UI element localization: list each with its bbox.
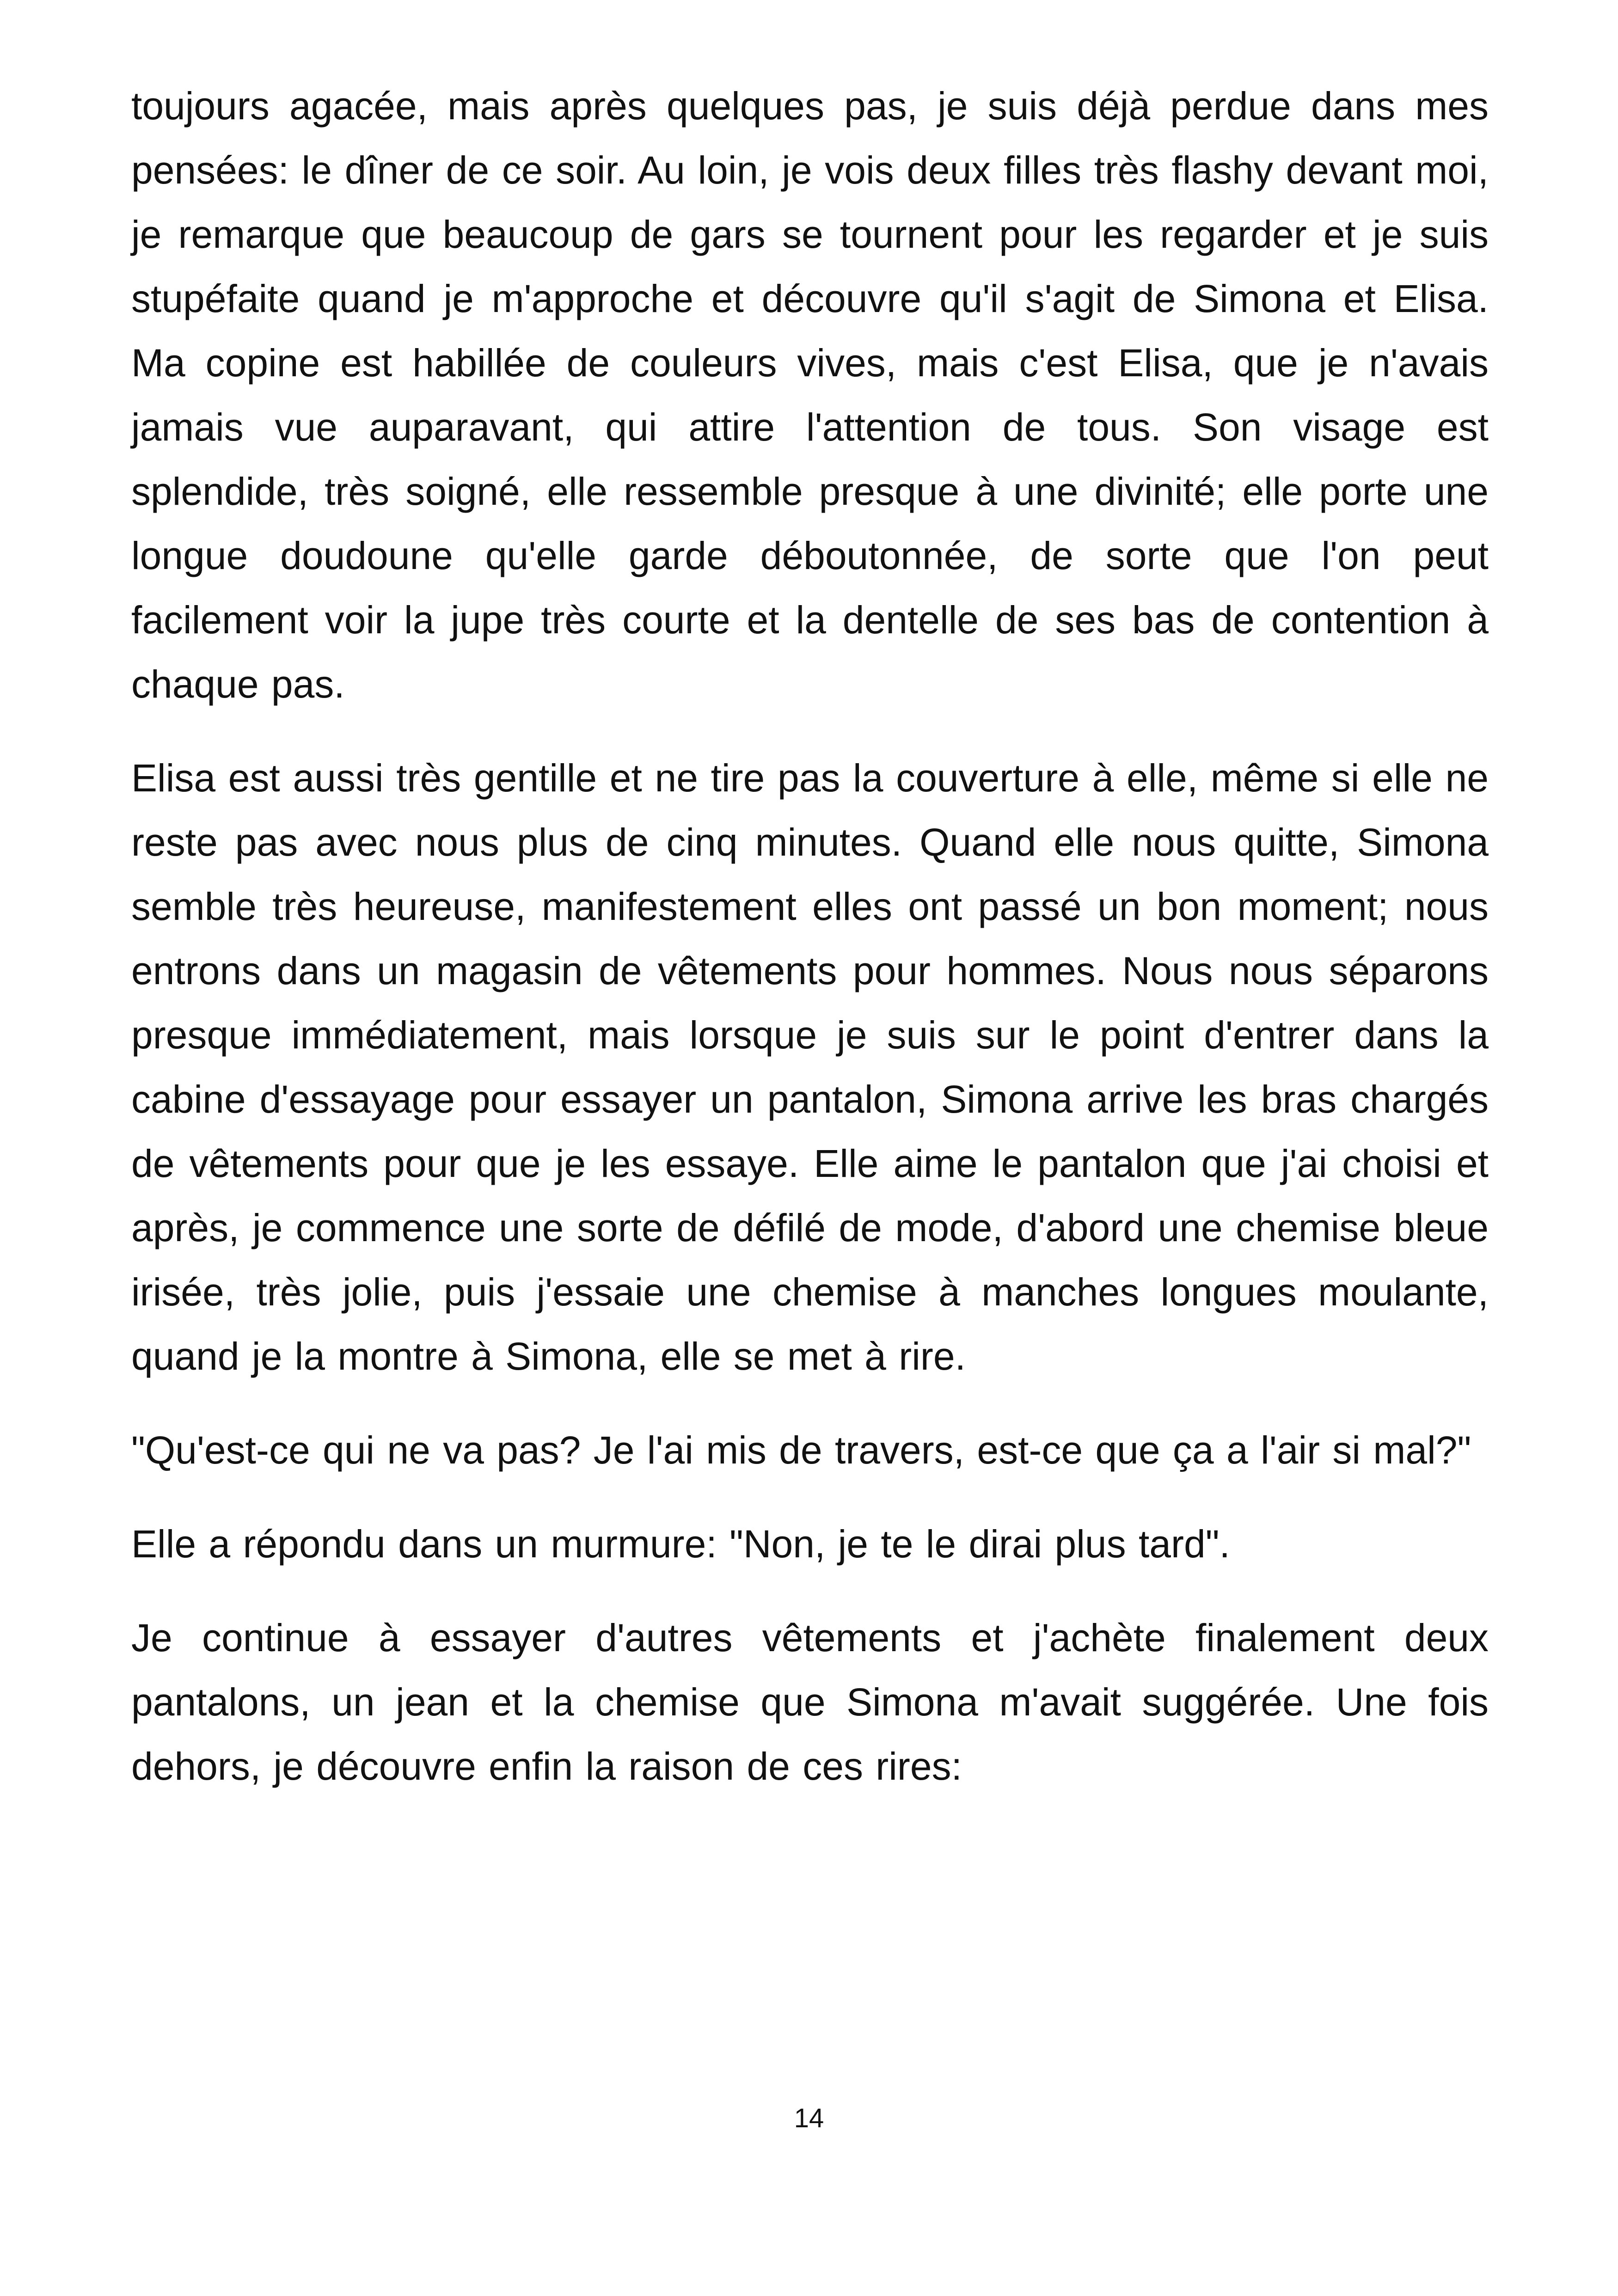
paragraph-3: "Qu'est-ce qui ne va pas? Je l'ai mis de travers, est-ce que ça a l'air si mal?" [131, 1428, 1471, 1472]
paragraph-2: Elisa est aussi très gentille et ne tire pas la couverture à elle, même si elle ne reste pas avec nous plus de cinq minutes. Quand elle nous quitte, Simona semble très heureuse, manifestement elles ont passé un bon moment; nous entrons dans un magasin de vêtements pour hommes. Nous nous séparons presque immédiatement, mais lorsque je suis sur le point d'entrer dans la cabine d'essayage pour essayer un pantalon, Simona arrive les bras chargés de vêtements pour que je les essaye. Elle aime le pantalon que j'ai choisi et après, je commence une sorte de défilé de mode, d'abord une chemise bleue irisée, très jolie, puis j'essaie une chemise à manches longues moulante, quand je la montre à Simona, elle se met à rire. [131, 756, 1489, 1378]
paragraph-5: Je continue à essayer d'autres vêtements et j'achète finalement deux pantalons, un jean et la chemise que Simona m'avait suggérée. Une fois dehors, je découvre enfin la raison de ces rires: [131, 1616, 1489, 1788]
body-text [131, 74, 1489, 1828]
page-number: 14 [794, 2103, 824, 2133]
paragraph-4: Elle a répondu dans un murmure: "Non, je te le dirai plus tard". [131, 1522, 1230, 1566]
paragraph-1: toujours agacée, mais après quelques pas, je suis déjà perdue dans mes pensées: le dîner de ce soir. Au loin, je vois deux filles très flashy devant moi, je remarque que beaucoup de gars se tournent pour les regarder et je suis stupéfaite quand je m'approche et découvre qu'il s'agit de Simona et Elisa. Ma copine est habillée de couleurs vives, mais c'est Elisa, que je n'avais jamais vue auparavant, qui attire l'attention de tous. Son visage est splendide, très soigné, elle ressemble presque à une divinité; elle porte une longue doudoune qu'elle garde déboutonnée, de sorte que l'on peut facilement voir la jupe très courte et la dentelle de ses bas de contention à chaque pas. [131, 84, 1489, 706]
